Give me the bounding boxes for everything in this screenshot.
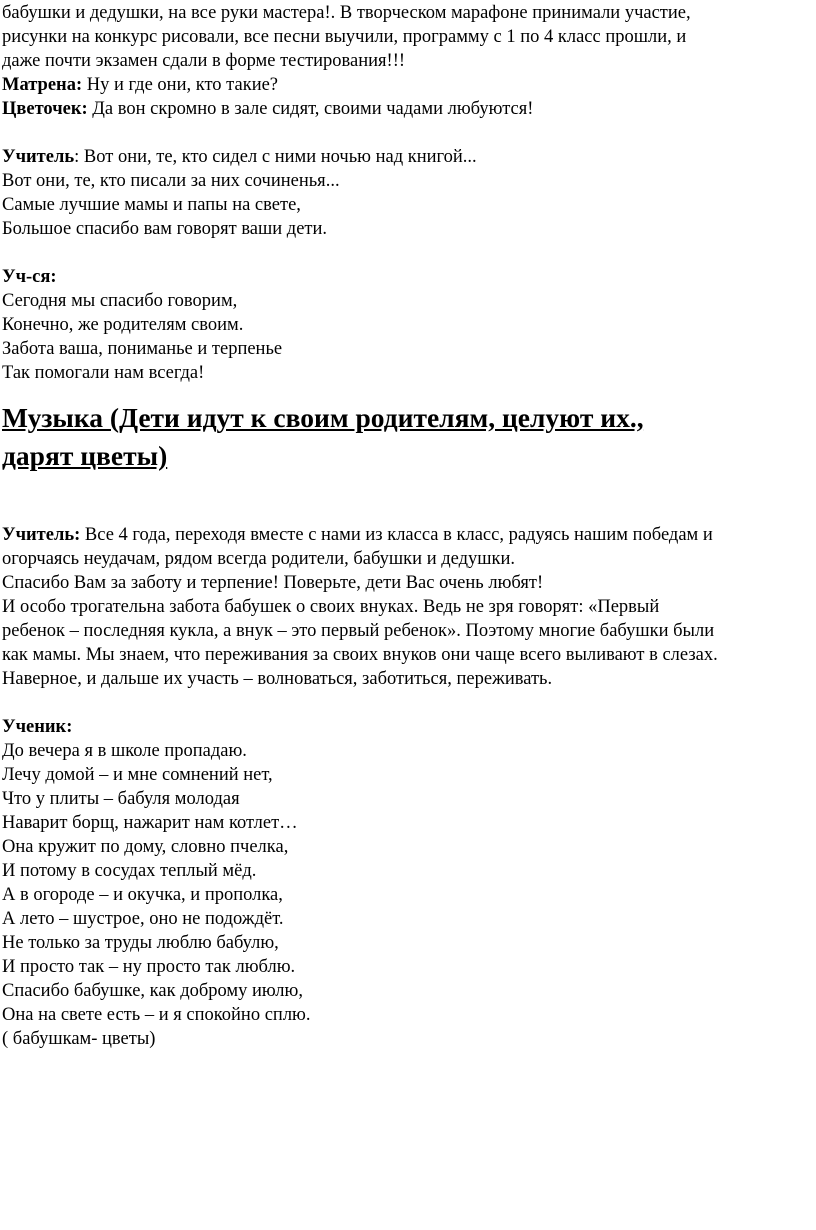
verse-line: Не только за труды люблю бабулю, (2, 933, 279, 953)
students-verse-block (2, 265, 816, 385)
speaker-name: Учитель: (2, 525, 81, 545)
text-line: Наверное, и дальше их участь – волноваться, заботиться, переживать. (2, 669, 553, 689)
verse-line: Сегодня мы спасибо говорим, (2, 291, 238, 311)
verse-line: Наварит борщ, нажарит нам котлет… (2, 813, 298, 833)
verse-line: Самые лучшие мамы и папы на свете, (2, 195, 301, 215)
stage-direction: ( бабушкам- цветы) (2, 1029, 156, 1049)
dialogue-line-matrena (2, 73, 816, 97)
speaker-line (2, 715, 816, 739)
verse-line: Конечно, же родителям своим. (2, 315, 244, 335)
verse-line: Так помогали нам всегда! (2, 363, 205, 383)
spacer (2, 121, 816, 145)
verse-line: Лечу домой – и мне сомнений нет, (2, 765, 273, 785)
verse-line: Забота ваша, пониманье и терпенье (2, 339, 283, 359)
verse-line: До вечера я в школе пропадаю. (2, 741, 247, 761)
verse-line: Спасибо бабушке, как доброму июлю, (2, 981, 303, 1001)
intro-block (2, 1, 816, 121)
dialogue-line-cvetochek (2, 97, 816, 121)
verse-line: Она кружит по дому, словно пчелка, (2, 837, 289, 857)
speaker-name: Учитель (2, 147, 75, 167)
verse-line: Вот они, те, кто писали за них сочиненья... (2, 171, 340, 191)
dialogue-text: Да вон скромно в зале сидят, своими чадами любуются! (87, 99, 534, 119)
speaker-name: Цветочек: (2, 99, 88, 119)
heading-line: дарят цветы) (2, 440, 168, 471)
verse-line: А в огороде – и окучка, и прополка, (2, 885, 283, 905)
dialogue-text: : Вот они, те, кто сидел с ними ночью над книгой... (74, 147, 477, 167)
speaker-name: Уч-ся: (2, 267, 57, 287)
spacer (2, 691, 816, 715)
text-line: рисунки на конкурс рисовали, все песни выучили, программу с 1 по 4 класс прошли, и (2, 27, 687, 47)
verse-line: Что у плиты – бабуля молодая (2, 789, 240, 809)
speaker-line (2, 265, 816, 289)
verse-line: Большое спасибо вам говорят ваши дети. (2, 219, 328, 239)
student-verse-block (2, 715, 816, 1051)
speaker-name: Ученик: (2, 717, 73, 737)
text-line: ребенок – последняя кукла, а внук – это первый ребенок». Поэтому многие бабушки были (2, 621, 715, 641)
teacher-verse-block (2, 145, 816, 241)
verse-line: И потому в сосудах теплый мёд. (2, 861, 257, 881)
text-line: даже почти экзамен сдали в форме тестирования!!! (2, 51, 406, 71)
speaker-name: Матрена: (2, 75, 83, 95)
dialogue-line-teacher (2, 523, 816, 547)
text-line: огорчаясь неудачам, рядом всегда родители, бабушки и дедушки. (2, 549, 516, 569)
text-line: как мамы. Мы знаем, что переживания за своих внуков они чаще всего выливают в слезах. (2, 645, 718, 665)
verse-line: Она на свете есть – и я спокойно сплю. (2, 1005, 311, 1025)
text-line: бабушки и дедушки, на все руки мастера!. В творческом марафоне принимали участие, (2, 3, 691, 23)
heading-line: Музыка (Дети идут к своим родителям, целуют их., (2, 402, 644, 433)
text-line: И особо трогательна забота бабушек о своих внуках. Ведь не зря говорят: «Первый (2, 597, 660, 617)
verse-line: И просто так – ну просто так люблю. (2, 957, 296, 977)
text-line: Спасибо Вам за заботу и терпение! Поверьте, дети Вас очень любят! (2, 573, 544, 593)
dialogue-text: Все 4 года, переходя вместе с нами из класса в класс, радуясь нашим победам и (80, 525, 713, 545)
dialogue-text: Ну и где они, кто такие? (82, 75, 279, 95)
verse-line: А лето – шустрое, оно не подождёт. (2, 909, 284, 929)
dialogue-line-teacher (2, 145, 816, 169)
teacher-speech-block (2, 523, 816, 691)
music-heading (2, 399, 816, 475)
spacer (2, 241, 816, 265)
